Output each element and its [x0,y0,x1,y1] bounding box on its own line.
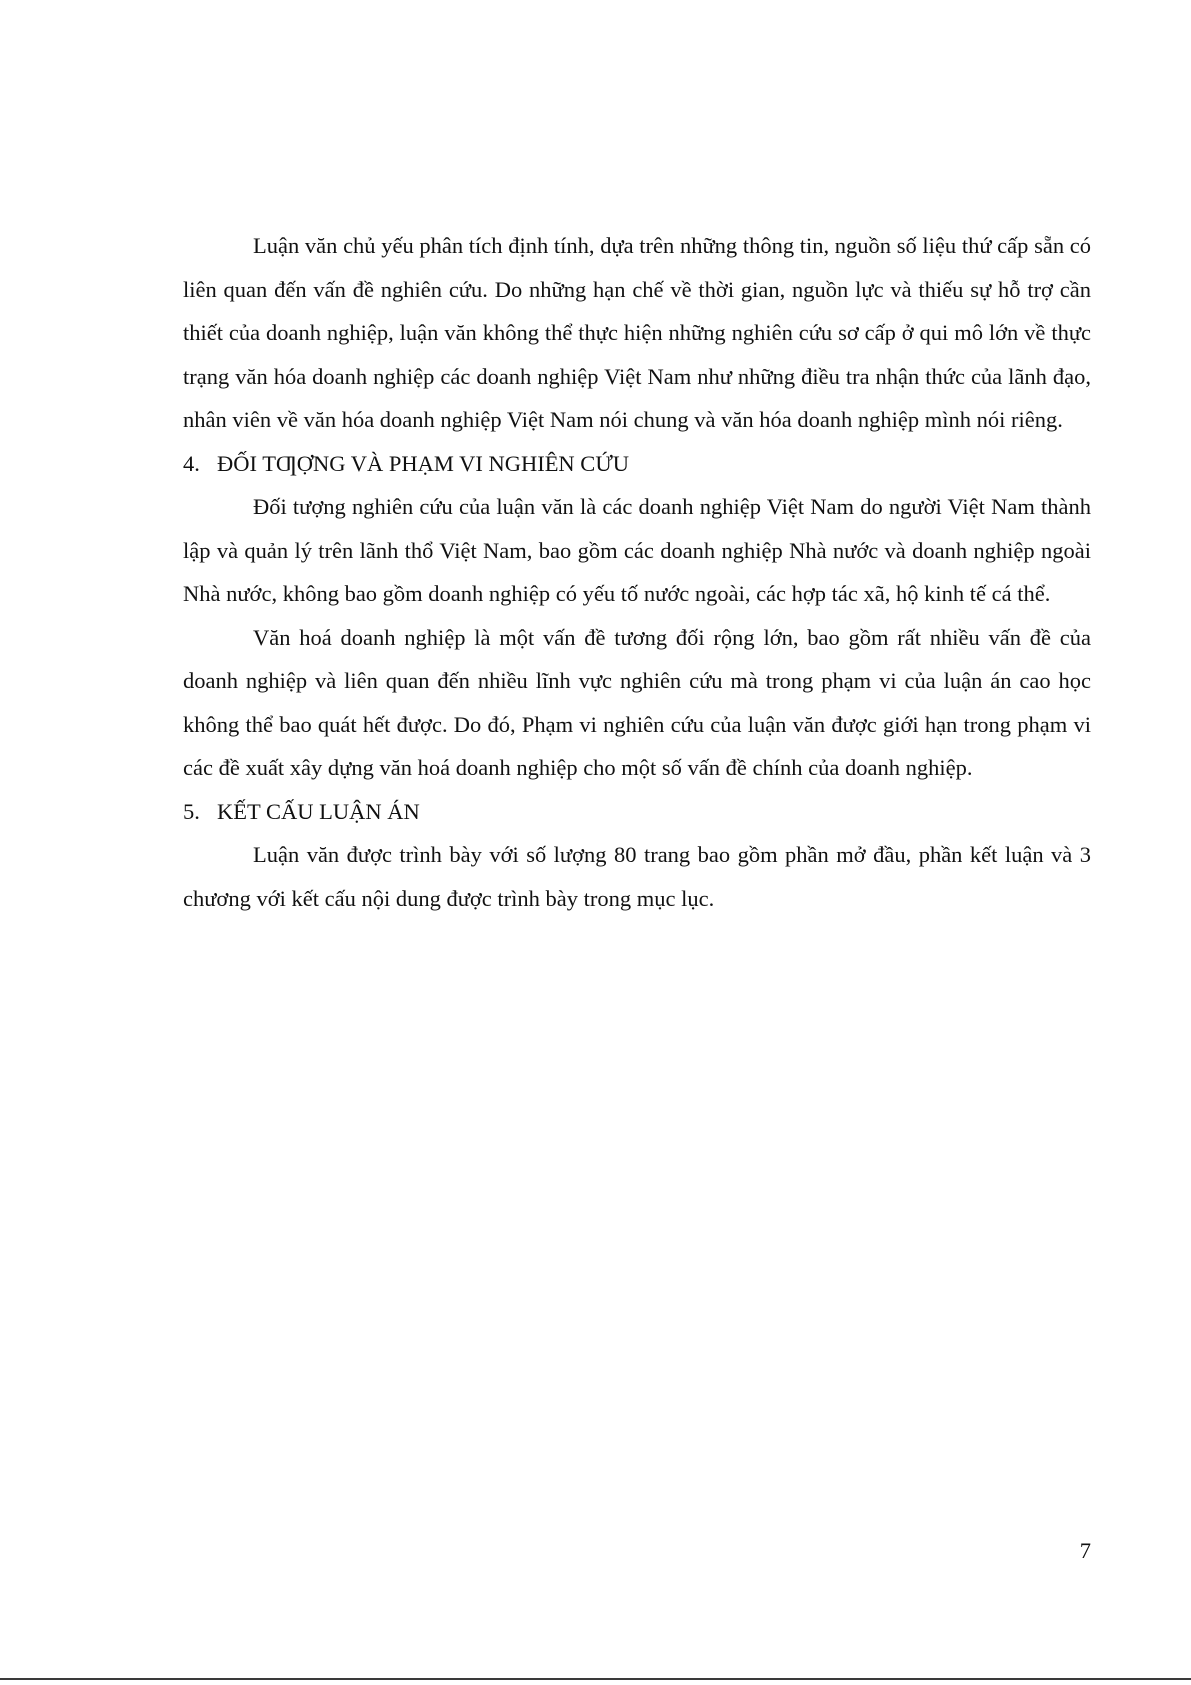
section-title: KẾT CẤU LUẬN ÁN [217,798,420,824]
section-heading-5 [183,790,1091,834]
paragraph-research-subject: Đối tượng nghiên cứu của luận văn là các doanh nghiệp Việt Nam do người Việt Nam thành lập và quản lý trên lãnh thổ Việt Nam, bao gồm các doanh nghiệp Nhà nước và doanh nghiệp ngoài Nhà nước, không bao gồm doanh nghiệp có yếu tố nước ngoài, các hợp tác xã, hộ kinh tế cá thể. [183,494,1091,606]
page-number: 7 [1079,1538,1091,1563]
paragraph-research-scope: Văn hoá doanh nghiệp là một vấn đề tương đối rộng lớn, bao gồm rất nhiều vấn đề của doanh nghiệp và liên quan đến nhiều lĩnh vực nghiên cứu mà trong phạm vi của luận án cao học không thể bao quát hết được. Do đó, Phạm vi nghiên cứu của luận văn được giới hạn trong phạm vi các đề xuất xây dựng văn hoá doanh nghiệp cho một số vấn đề chính của doanh nghiệp. [183,624,1091,780]
section-title: ĐỐI TƢỢNG VÀ PHẠM VI NGHIÊN CỨU [217,450,630,476]
section-number: 5. [183,798,200,824]
footer-divider [0,1678,1191,1680]
paragraph-methodology: Luận văn chủ yếu phân tích định tính, dựa trên những thông tin, nguồn số liệu thứ cấp sẵn có liên quan đến vấn đề nghiên cứu. Do những hạn chế về thời gian, nguồn lực và thiếu sự hỗ trợ cần thiết của doanh nghiệp, luận văn không thể thực hiện những nghiên cứu sơ cấp ở qui mô lớn về thực trạng văn hóa doanh nghiệp các doanh nghiệp Việt Nam như những điều tra nhận thức của lãnh đạo, nhân viên về văn hóa doanh nghiệp Việt Nam nói chung và văn hóa doanh nghiệp mình nói riêng. [183,233,1091,432]
page-body [183,224,1091,920]
paragraph-structure: Luận văn được trình bày với số lượng 80 trang bao gồm phần mở đầu, phần kết luận và 3 chương với kết cấu nội dung được trình bày trong mục lục. [183,842,1091,911]
section-heading-4 [183,442,1091,486]
section-number: 4. [183,450,200,476]
